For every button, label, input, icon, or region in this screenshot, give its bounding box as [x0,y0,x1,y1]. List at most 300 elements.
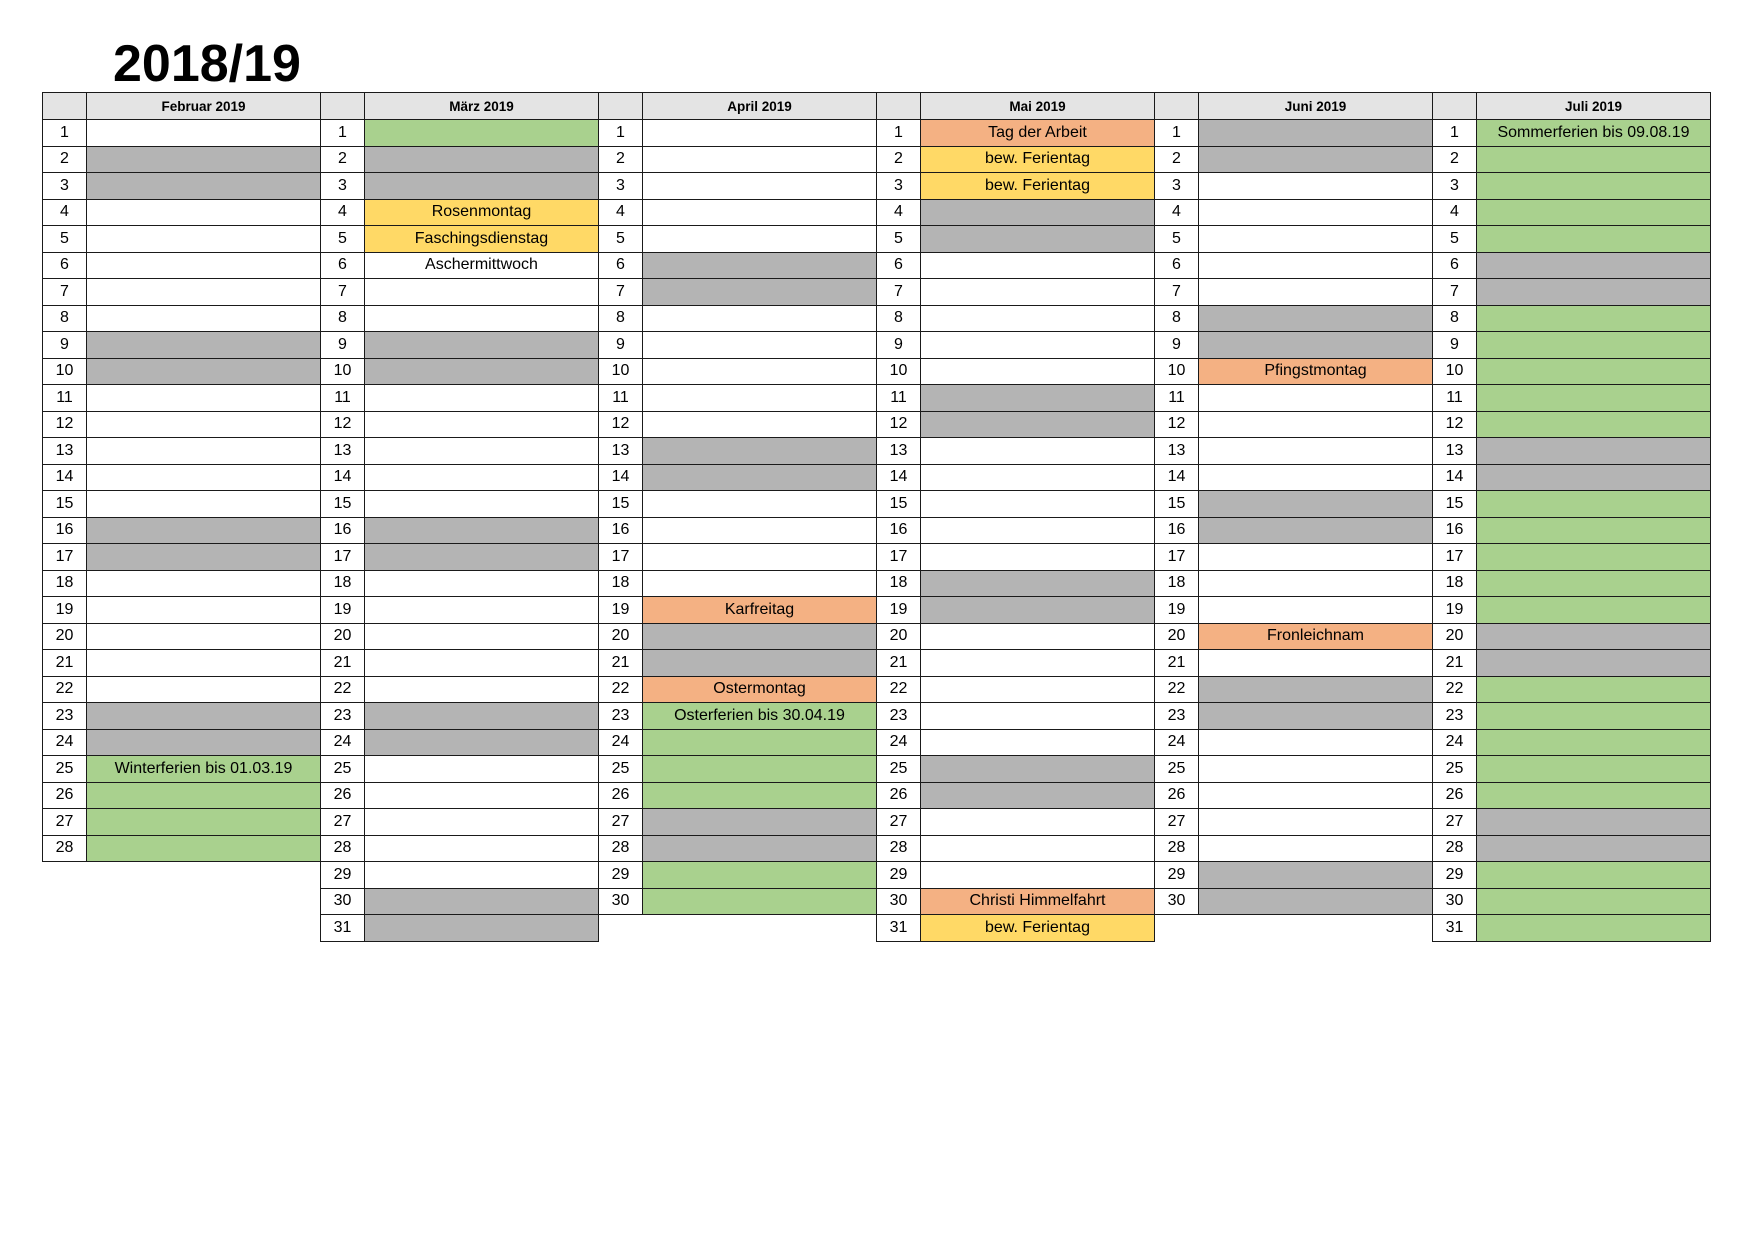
day-row [1155,491,1433,518]
day-number: 5 [1433,226,1477,253]
day-cell [921,464,1155,491]
day-cell-vacation [1477,782,1711,809]
day-cell-vacation [1477,570,1711,597]
day-number: 15 [1433,491,1477,518]
day-number: 17 [43,544,87,571]
day-row [877,226,1155,253]
day-cell-weekend [365,146,599,173]
day-number: 25 [877,756,921,783]
day-number: 23 [1155,703,1199,730]
day-number: 8 [1433,305,1477,332]
day-row [1155,835,1433,862]
day-number: 18 [321,570,365,597]
day-row [1155,650,1433,677]
day-number: 5 [599,226,643,253]
day-number: 11 [877,385,921,412]
day-cell-vacation [1477,729,1711,756]
day-row [321,226,599,253]
day-cell-vacation [1477,756,1711,783]
month-header-row [1155,93,1433,120]
day-cell [1199,782,1433,809]
calendar-table [42,92,321,862]
day-number: 2 [1433,146,1477,173]
day-cell-vacation [643,862,877,889]
header-corner-cell [599,93,643,120]
day-row [1433,517,1711,544]
day-row [1155,358,1433,385]
day-cell-weekend [643,835,877,862]
day-row [1433,279,1711,306]
day-number: 3 [43,173,87,200]
day-number: 20 [1433,623,1477,650]
day-row [1433,120,1711,147]
month-header-row [1433,93,1711,120]
header-corner-cell [1433,93,1477,120]
day-row [877,809,1155,836]
day-number: 9 [1433,332,1477,359]
day-number: 30 [1155,888,1199,915]
day-row [43,173,321,200]
day-cell-weekend [87,517,321,544]
day-number: 16 [321,517,365,544]
day-row [877,464,1155,491]
day-cell-weekend [87,729,321,756]
day-cell-weekend [921,570,1155,597]
day-row [321,358,599,385]
day-number: 2 [321,146,365,173]
day-number: 20 [321,623,365,650]
day-number: 14 [1433,464,1477,491]
day-row [599,358,877,385]
day-cell-weekend [921,385,1155,412]
day-number: 31 [321,915,365,942]
month-name: Juli 2019 [1477,93,1711,120]
day-row [1433,146,1711,173]
day-row [599,676,877,703]
day-number: 12 [1433,411,1477,438]
day-cell-vacation: Winterferien bis 01.03.19 [87,756,321,783]
day-number: 19 [599,597,643,624]
day-number: 10 [321,358,365,385]
day-number: 23 [1433,703,1477,730]
day-number: 2 [599,146,643,173]
day-number: 22 [599,676,643,703]
day-row [321,252,599,279]
day-row [1433,888,1711,915]
day-row [877,862,1155,889]
day-number: 14 [599,464,643,491]
day-number: 23 [599,703,643,730]
day-number: 27 [599,809,643,836]
day-cell [87,252,321,279]
month-table-april [598,92,877,915]
day-cell-weekend [1477,650,1711,677]
day-row [1155,676,1433,703]
day-number: 26 [43,782,87,809]
day-cell-vacation [1477,888,1711,915]
day-row [1433,703,1711,730]
day-row [1433,570,1711,597]
month-table-juli [1432,92,1711,942]
day-row [1155,279,1433,306]
day-number: 25 [1155,756,1199,783]
day-cell [365,305,599,332]
day-row [877,570,1155,597]
day-number: 19 [43,597,87,624]
day-cell [365,385,599,412]
day-row [1155,544,1433,571]
day-row [43,835,321,862]
day-cell [643,120,877,147]
day-cell-weekend [365,517,599,544]
day-cell-vacation [1477,411,1711,438]
day-cell [921,650,1155,677]
day-cell: Aschermittwoch [365,252,599,279]
day-cell-weekend [921,756,1155,783]
day-cell [365,623,599,650]
day-number: 29 [1155,862,1199,889]
day-number: 17 [1433,544,1477,571]
day-cell-weekend [1199,676,1433,703]
day-number: 13 [877,438,921,465]
day-cell [643,385,877,412]
day-row [1155,782,1433,809]
day-cell-vacation [1477,358,1711,385]
day-cell-weekend [365,358,599,385]
day-row [321,332,599,359]
day-number: 30 [599,888,643,915]
day-cell [1199,385,1433,412]
day-row [1155,570,1433,597]
day-number: 13 [321,438,365,465]
day-row [1433,491,1711,518]
month-table-mai [876,92,1155,942]
day-number: 21 [599,650,643,677]
day-row [43,199,321,226]
day-cell [87,385,321,412]
day-row [877,279,1155,306]
day-row [43,411,321,438]
day-number: 1 [1155,120,1199,147]
day-number: 26 [599,782,643,809]
day-row [1433,438,1711,465]
day-row [877,305,1155,332]
day-row [599,544,877,571]
day-row [1433,862,1711,889]
day-number: 20 [1155,623,1199,650]
day-row [321,120,599,147]
day-cell [365,809,599,836]
day-row [877,544,1155,571]
day-number: 19 [1433,597,1477,624]
day-cell-weekend [1199,146,1433,173]
day-cell-weekend [365,729,599,756]
day-number: 30 [321,888,365,915]
day-cell [1199,173,1433,200]
day-row [321,729,599,756]
day-cell [643,146,877,173]
day-number: 30 [877,888,921,915]
day-row [43,464,321,491]
day-number: 12 [877,411,921,438]
day-row [599,226,877,253]
day-number: 9 [1155,332,1199,359]
day-row [1433,332,1711,359]
day-row [599,835,877,862]
day-number: 24 [599,729,643,756]
day-number: 9 [43,332,87,359]
day-row [43,385,321,412]
day-cell [921,517,1155,544]
day-cell [643,570,877,597]
day-row [1433,411,1711,438]
day-cell [1199,650,1433,677]
day-row [1155,597,1433,624]
day-row [877,835,1155,862]
day-cell [87,411,321,438]
day-cell-vacation [1477,226,1711,253]
day-number: 31 [1433,915,1477,942]
day-row [43,226,321,253]
month-name: Juni 2019 [1199,93,1433,120]
day-row [1433,782,1711,809]
day-number: 18 [599,570,643,597]
day-row [43,570,321,597]
day-number: 22 [43,676,87,703]
day-cell-vacation [1477,305,1711,332]
day-row [321,385,599,412]
day-number: 14 [877,464,921,491]
day-cell [921,623,1155,650]
day-cell [1199,809,1433,836]
day-number: 12 [1155,411,1199,438]
day-cell-vacation: Osterferien bis 30.04.19 [643,703,877,730]
day-number: 22 [877,676,921,703]
day-number: 7 [1155,279,1199,306]
day-row [599,650,877,677]
day-number: 1 [877,120,921,147]
day-number: 12 [321,411,365,438]
day-cell-weekend [87,173,321,200]
day-row [599,199,877,226]
day-number: 11 [1433,385,1477,412]
day-number: 7 [877,279,921,306]
calendar-table [320,92,599,942]
day-number: 27 [877,809,921,836]
day-row [321,888,599,915]
day-number: 8 [43,305,87,332]
day-row [599,782,877,809]
day-cell-weekend [643,464,877,491]
day-number: 31 [877,915,921,942]
day-row [1155,703,1433,730]
day-cell-weekend [643,438,877,465]
day-number: 11 [321,385,365,412]
day-row [1433,597,1711,624]
day-row [321,173,599,200]
day-row [321,146,599,173]
day-number: 14 [43,464,87,491]
day-row [43,438,321,465]
day-row [43,146,321,173]
day-number: 25 [43,756,87,783]
day-number: 13 [1155,438,1199,465]
day-row [877,358,1155,385]
day-number: 9 [599,332,643,359]
day-number: 11 [43,385,87,412]
day-number: 6 [1155,252,1199,279]
day-cell-vacation [1477,332,1711,359]
day-number: 1 [599,120,643,147]
day-number: 29 [321,862,365,889]
day-number: 6 [43,252,87,279]
day-row [599,570,877,597]
day-row [877,703,1155,730]
day-number: 17 [877,544,921,571]
day-cell [365,862,599,889]
day-row [877,623,1155,650]
day-row [321,438,599,465]
day-number: 28 [1155,835,1199,862]
day-cell [1199,570,1433,597]
day-cell-weekend [1199,332,1433,359]
day-row [599,597,877,624]
day-cell [87,464,321,491]
day-row [43,729,321,756]
day-cell-weekend [87,146,321,173]
day-row [1155,464,1433,491]
day-cell [643,199,877,226]
day-cell-weekend [643,650,877,677]
day-number: 24 [43,729,87,756]
day-row [1433,305,1711,332]
day-number: 25 [1433,756,1477,783]
day-cell-weekend [1199,703,1433,730]
day-cell [87,597,321,624]
day-number: 29 [1433,862,1477,889]
day-number: 2 [877,146,921,173]
day-cell [921,862,1155,889]
day-row [1155,173,1433,200]
day-cell-weekend [365,544,599,571]
day-number: 15 [1155,491,1199,518]
day-number: 26 [321,782,365,809]
day-cell [365,835,599,862]
day-row [599,120,877,147]
day-cell-weekend [87,544,321,571]
day-cell [643,305,877,332]
day-cell-vacation [1477,517,1711,544]
day-row [1433,226,1711,253]
day-row [1155,623,1433,650]
day-cell [1199,226,1433,253]
day-row [1155,332,1433,359]
day-cell [643,411,877,438]
day-cell-special: Rosenmontag [365,199,599,226]
day-row [1155,756,1433,783]
header-corner-cell [1155,93,1199,120]
month-table-februar [42,92,321,862]
month-header-row [599,93,877,120]
day-number: 4 [599,199,643,226]
day-number: 12 [599,411,643,438]
day-cell [643,491,877,518]
month-table-maerz [320,92,599,942]
day-number: 9 [321,332,365,359]
day-number: 21 [1433,650,1477,677]
day-number: 16 [43,517,87,544]
day-number: 21 [43,650,87,677]
day-row [1155,252,1433,279]
day-number: 17 [599,544,643,571]
day-cell-holiday: Tag der Arbeit [921,120,1155,147]
month-header-row [877,93,1155,120]
day-number: 19 [877,597,921,624]
day-row [599,332,877,359]
day-cell-special: Faschingsdienstag [365,226,599,253]
day-row [321,676,599,703]
day-number: 4 [877,199,921,226]
day-cell [87,305,321,332]
day-cell [643,544,877,571]
calendar-table [598,92,877,915]
day-cell-weekend [1477,809,1711,836]
day-row [1433,544,1711,571]
day-number: 28 [43,835,87,862]
day-row [1433,835,1711,862]
day-row [321,570,599,597]
day-row [877,146,1155,173]
day-number: 21 [321,650,365,677]
day-number: 27 [43,809,87,836]
day-cell-weekend [1199,862,1433,889]
calendar-table [1432,92,1711,942]
day-number: 27 [1433,809,1477,836]
day-number: 24 [877,729,921,756]
day-row [1155,888,1433,915]
day-cell-weekend [1477,835,1711,862]
day-row [599,173,877,200]
day-number: 17 [1155,544,1199,571]
day-number: 25 [599,756,643,783]
day-cell [1199,411,1433,438]
day-cell [365,597,599,624]
day-row [1155,809,1433,836]
day-cell [1199,756,1433,783]
day-number: 2 [1155,146,1199,173]
day-number: 8 [1155,305,1199,332]
day-row [877,120,1155,147]
day-number: 6 [321,252,365,279]
day-number: 4 [321,199,365,226]
month-header-row [43,93,321,120]
day-row [1433,729,1711,756]
day-cell-weekend [1477,623,1711,650]
day-cell-holiday: Christi Himmelfahrt [921,888,1155,915]
day-cell-weekend [1477,464,1711,491]
day-number: 6 [599,252,643,279]
day-number: 4 [1433,199,1477,226]
day-number: 23 [321,703,365,730]
day-cell [921,703,1155,730]
day-row [877,915,1155,942]
day-row [1155,120,1433,147]
day-cell-vacation [1477,703,1711,730]
day-row [1433,756,1711,783]
day-cell [365,650,599,677]
day-number: 22 [321,676,365,703]
day-number: 3 [599,173,643,200]
